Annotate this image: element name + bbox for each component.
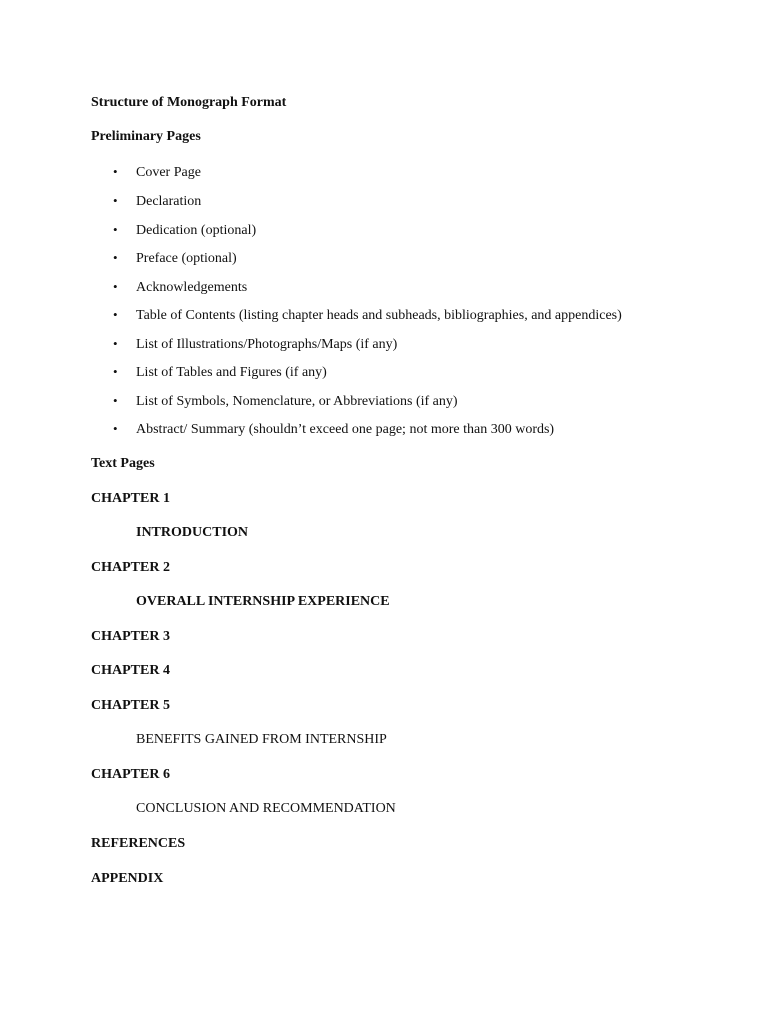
list-item xyxy=(113,392,458,411)
list-item-text: Table of Contents (listing chapter heads and subheads, bibliographies, and appendices) xyxy=(136,308,622,323)
list-item-text: Declaration xyxy=(136,194,202,209)
bullet-icon: • xyxy=(113,421,118,436)
bullet-icon: • xyxy=(113,393,118,408)
chapter-2-title: OVERALL INTERNSHIP EXPERIENCE xyxy=(136,594,390,609)
chapter-1-title: INTRODUCTION xyxy=(136,525,249,540)
chapter-3-heading: CHAPTER 3 xyxy=(91,629,170,644)
list-item xyxy=(113,192,201,211)
bullet-icon: • xyxy=(113,164,118,179)
list-item xyxy=(113,249,237,268)
preliminary-pages-heading: Preliminary Pages xyxy=(91,129,201,144)
list-item xyxy=(113,221,256,240)
list-item-text: Acknowledgements xyxy=(136,280,248,295)
list-item xyxy=(113,335,397,354)
document-title: Structure of Monograph Format xyxy=(91,95,287,110)
chapter-1-heading: CHAPTER 1 xyxy=(91,491,170,506)
list-item-text: List of Symbols, Nomenclature, or Abbreviations (if any) xyxy=(136,394,458,409)
appendix-heading: APPENDIX xyxy=(91,871,164,886)
chapter-2-heading: CHAPTER 2 xyxy=(91,560,170,575)
list-item-text: Preface (optional) xyxy=(136,251,237,266)
bullet-icon: • xyxy=(113,279,118,294)
bullet-icon: • xyxy=(113,307,118,322)
list-item-text: List of Illustrations/Photographs/Maps (if any) xyxy=(136,337,398,352)
text-pages-heading: Text Pages xyxy=(91,456,155,471)
list-item xyxy=(113,306,622,325)
chapter-4-heading: CHAPTER 4 xyxy=(91,663,170,678)
list-item-text: Cover Page xyxy=(136,165,201,180)
bullet-icon: • xyxy=(113,364,118,379)
list-item xyxy=(113,363,327,382)
list-item-text: Dedication (optional) xyxy=(136,223,257,238)
bullet-icon: • xyxy=(113,250,118,265)
chapter-6-heading: CHAPTER 6 xyxy=(91,767,170,782)
bullet-icon: • xyxy=(113,193,118,208)
references-heading: REFERENCES xyxy=(91,836,186,851)
bullet-icon: • xyxy=(113,222,118,237)
chapter-6-title: CONCLUSION AND RECOMMENDATION xyxy=(136,801,396,816)
list-item-text: Abstract/ Summary (shouldn’t exceed one page; not more than 300 words) xyxy=(136,422,555,437)
list-item-text: List of Tables and Figures (if any) xyxy=(136,365,327,380)
list-item xyxy=(113,278,247,297)
chapter-5-heading: CHAPTER 5 xyxy=(91,698,170,713)
list-item xyxy=(113,420,554,439)
list-item xyxy=(113,163,201,182)
chapter-5-title: BENEFITS GAINED FROM INTERNSHIP xyxy=(136,732,387,747)
bullet-icon: • xyxy=(113,336,118,351)
